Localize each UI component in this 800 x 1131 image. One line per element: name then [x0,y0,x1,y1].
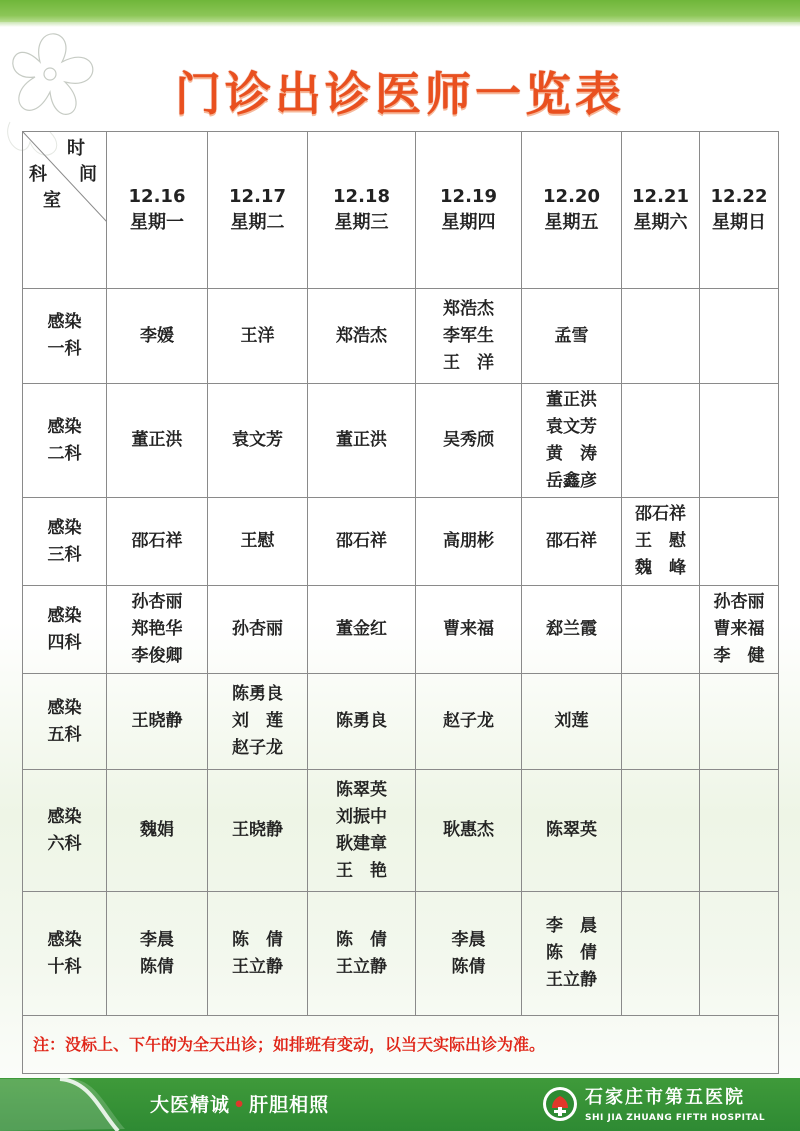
doctor-cell: 董正洪 [308,384,416,498]
doctor-cell: 邵石祥 [522,498,622,586]
day-weekday: 星期三 [334,212,389,233]
corner-time-1: 时 [67,138,85,159]
doctor-cell [700,674,779,770]
doctor-cell: 邵石祥 [308,498,416,586]
day-weekday: 星期一 [130,212,184,233]
doctor-cell [700,289,779,384]
day-weekday: 星期五 [544,212,599,233]
day-header [308,132,416,289]
doctor-cell: 陈勇良 刘 莲 赵子龙 [208,674,308,770]
dept-cell: 感染 十科 [23,892,107,1016]
day-weekday: 星期二 [230,212,285,233]
doctor-cell: 孙杏丽 曹来福 李 健 [700,586,779,674]
doctor-cell: 袁文芳 [208,384,308,498]
table-row [23,384,779,498]
doctor-cell [700,498,779,586]
dept-cell: 感染 二科 [23,384,107,498]
day-date: 12.16 [128,186,186,207]
doctor-cell [622,892,700,1016]
day-header [107,132,208,289]
doctor-cell: 王慰 [208,498,308,586]
day-date: 12.22 [710,186,768,207]
doctor-cell: 陈翠英 [522,770,622,892]
doctor-cell: 李 晨 陈 倩 王立静 [522,892,622,1016]
day-header [416,132,522,289]
doctor-cell: 吴秀颀 [416,384,522,498]
doctor-cell [622,384,700,498]
doctor-cell: 魏娟 [107,770,208,892]
day-weekday: 星期日 [712,212,766,233]
day-header [700,132,779,289]
doctor-cell: 孟雪 [522,289,622,384]
table-row [23,892,779,1016]
doctor-cell [622,674,700,770]
day-weekday: 星期六 [633,212,688,233]
doctor-cell: 王晓静 [107,674,208,770]
day-weekday: 星期四 [441,212,496,233]
day-date: 12.17 [229,186,286,207]
top-green-band [0,0,800,22]
corner-dept-2: 室 [43,190,61,211]
doctor-cell [700,770,779,892]
day-date: 12.20 [543,186,600,207]
hospital-logo-icon [541,1085,579,1123]
footer-slogan [150,1090,329,1117]
doctor-cell [622,289,700,384]
doctor-cell: 陈勇良 [308,674,416,770]
dept-cell: 感染 四科 [23,586,107,674]
doctor-cell [622,586,700,674]
day-header [622,132,700,289]
schedule-table [22,131,779,1074]
table-row [23,586,779,674]
doctor-cell: 郑浩杰 [308,289,416,384]
doctor-cell: 高朋彬 [416,498,522,586]
doctor-cell: 郄兰霞 [522,586,622,674]
doctor-cell: 董金红 [308,586,416,674]
doctor-cell: 李媛 [107,289,208,384]
doctor-cell: 董正洪 [107,384,208,498]
dept-cell: 感染 五科 [23,674,107,770]
dept-cell: 感染 六科 [23,770,107,892]
doctor-cell: 王晓静 [208,770,308,892]
day-date: 12.18 [333,186,390,207]
table-row [23,289,779,384]
day-header [522,132,622,289]
hospital-name: 石家庄市第五医院 [585,1087,745,1108]
doctor-cell: 陈 倩 王立静 [308,892,416,1016]
doctor-cell: 耿惠杰 [416,770,522,892]
doctor-cell [622,770,700,892]
doctor-cell: 陈翠英 刘振中 耿建章 王 艳 [308,770,416,892]
table-row [23,770,779,892]
note-text: 注：没标上、下午的为全天出诊；如排班有变动，以当天实际出诊为准。 [23,1016,779,1074]
doctor-cell: 邵石祥 王 慰 魏 峰 [622,498,700,586]
corner-dept-1: 科 [29,164,47,185]
doctor-cell: 曹来福 [416,586,522,674]
page-title: 门诊出诊医师一览表 [175,67,625,121]
slogan-part-a: 大医精诚 [150,1094,231,1116]
doctor-cell: 邵石祥 [107,498,208,586]
hospital-name-en: SHI JIA ZHUANG FIFTH HOSPITAL [585,1113,766,1123]
dept-cell: 感染 三科 [23,498,107,586]
table-row [23,674,779,770]
doctor-cell: 董正洪 袁文芳 黄 涛 岳鑫彦 [522,384,622,498]
day-date: 12.19 [440,186,497,207]
doctor-cell: 刘莲 [522,674,622,770]
day-date: 12.21 [632,186,689,207]
corner-header [23,132,107,289]
doctor-cell: 孙杏丽 郑艳华 李俊卿 [107,586,208,674]
doctor-cell: 孙杏丽 [208,586,308,674]
doctor-cell: 赵子龙 [416,674,522,770]
doctor-cell: 李晨 陈倩 [416,892,522,1016]
doctor-cell [700,384,779,498]
slogan-part-b: 肝胆相照 [249,1094,330,1116]
dept-cell: 感染 一科 [23,289,107,384]
header-row [23,132,779,289]
doctor-cell: 郑浩杰 李军生 王 洋 [416,289,522,384]
doctor-cell [700,892,779,1016]
slogan-dot: • [233,1094,247,1116]
day-header [208,132,308,289]
table-row [23,498,779,586]
doctor-cell: 陈 倩 王立静 [208,892,308,1016]
doctor-cell: 王洋 [208,289,308,384]
corner-time-2: 间 [79,164,97,185]
doctor-cell: 李晨 陈倩 [107,892,208,1016]
